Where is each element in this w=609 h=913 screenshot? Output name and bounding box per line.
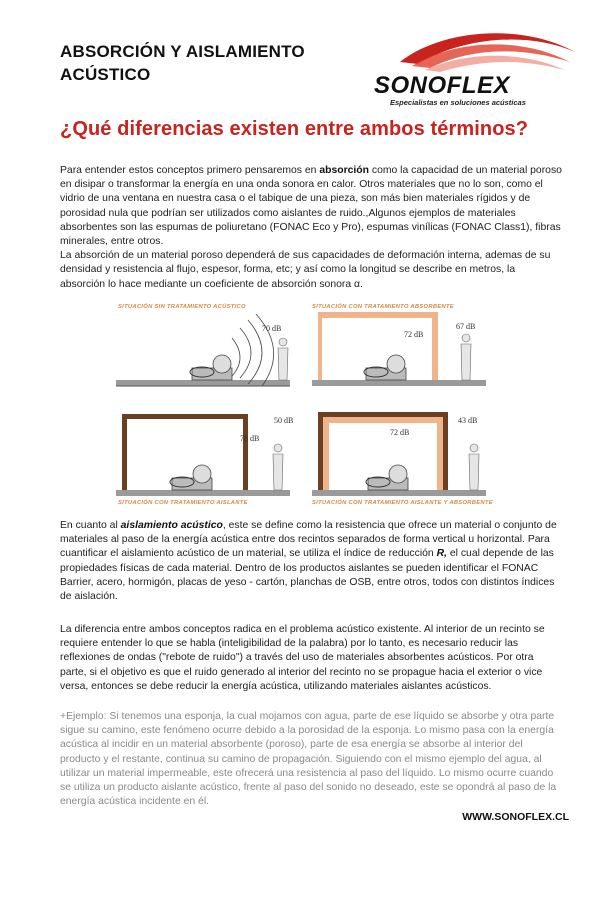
paragraph-example: +Ejemplo: Si tenemos una esponja, la cual mojamos con agua, parte de ese líquido se absorbe y otra parte sigue su camino, este fenómeno ocurre debido a la porosidad de la esponja. Lo mismo pasa con la energía acústica al incidir en un material absorbente (poroso), parte de esa energía se absorbe al interior del producto y el restante, continua su camino de propagación. Siguiendo con el mismo ejemplo del agua, al utilizar un material impermeable, este ofrecerá una resistencia al paso del líquido. Lo mismo ocurre cuando se utiliza un producto aislante acústico, frente al paso del sonido no deseado, este se opondrá al paso de la energía acústica incidente en él. bbox=[60, 711, 557, 808]
db-inside: 72 dB bbox=[390, 428, 410, 437]
db-outside: 67 dB bbox=[456, 322, 476, 331]
db-inside: 72 dB bbox=[404, 330, 424, 339]
brand-wordmark: SONOFLEX bbox=[374, 72, 511, 99]
scene-illustration bbox=[112, 408, 294, 508]
db-inside: 78 dB bbox=[240, 434, 260, 443]
panel-caption: SITUACIÓN SIN TRATAMIENTO ACÚSTICO bbox=[118, 304, 246, 310]
person-icon bbox=[278, 338, 288, 380]
panel-no-treatment bbox=[112, 298, 294, 398]
db-outside: 43 dB bbox=[458, 416, 478, 425]
scene-illustration bbox=[308, 298, 490, 398]
brand-tagline: Especialistas en soluciones acústicas bbox=[390, 98, 526, 107]
db-outside: 70 dB bbox=[262, 324, 282, 333]
machine-icon bbox=[170, 465, 212, 490]
website-url[interactable]: WWW.SONOFLEX.CL bbox=[462, 811, 569, 823]
paragraph-insulation: En cuanto al aislamiento acústico, este se define como la resistencia que ofrece un material o conjunto de materiales al paso de la energía acústica entre dos recintos separados de forma vertical u horizontal. Para cuantificar el aislamiento acústico de un material, se utiliza el índice de reducción R, el cual depende de las propiedades físicas de cada material. Dentro de los productos aislantes se pueden identificar el FONAC Barrier, acero, hormigón, placas de yeso - cartón, planchas de OSB, entre otros, todos con distintos índices de aislación. bbox=[60, 520, 557, 603]
person-icon bbox=[273, 444, 283, 490]
section-headline: ¿Qué diferencias existen entre ambos términos? bbox=[60, 118, 529, 140]
person-icon bbox=[461, 334, 471, 380]
scene-illustration bbox=[112, 298, 294, 398]
sonoflex-logo bbox=[370, 22, 580, 112]
document-title: ABSORCIÓN Y AISLAMIENTO ACÚSTICO bbox=[60, 42, 305, 84]
panel-absorbent bbox=[308, 298, 490, 398]
paragraph-absorption: Para entender estos conceptos primero pensaremos en absorción como la capacidad de un material poroso en disipar o transformar la energía en una onda sonora en calor. Otros materiales que no lo son, como el vidrio de una ventana en nuestra casa o el tabique de una pieza, son más bien materiales rígidos y de porosidad nula que podrían ser utilizados como aislantes de ruido.,Algunos ejemplos de materiales absorbentes son las espumas de poliuretano (FONAC Eco y Pro), espumas vinílicas (FONAC Class1), fibras minerales, entre otros. La absorción de un material poroso dependerá de sus capacidades de deformación interna, ademas de su densidad y resistencia al flujo, espesor, forma, etc; y así como la longitud se describe en metros, la absorción lo hace mediante un coeficiente de absorción sonora α. bbox=[60, 165, 562, 290]
machine-icon bbox=[366, 465, 408, 490]
acoustic-treatment-figure bbox=[112, 298, 492, 512]
db-outside: 50 dB bbox=[274, 416, 294, 425]
panel-insulation-absorbent bbox=[308, 408, 493, 508]
paragraph-difference: La diferencia entre ambos conceptos radica en el problema acústico existente. Al interior de un recinto se requiere entender lo que se habla (inteligibilidad de la palabra) por lo tanto, es necesario reducir las reflexiones de ondas ("rebote de ruido") a través del uso de materiales absorbentes acústicos. Por otra parte, si el objetivo es que el ruido generado al interior del recinto no se propague hacia el exterior o vice versa, entonces se debe reducir la energía acústica, utilizando materiales aislantes acústicos. bbox=[60, 624, 545, 692]
panel-caption: SITUACIÓN CON TRATAMIENTO AISLANTE bbox=[118, 500, 248, 506]
machine-icon bbox=[364, 355, 406, 380]
panel-caption: SITUACIÓN CON TRATAMIENTO ABSORBENTE bbox=[312, 304, 454, 310]
person-icon bbox=[469, 444, 479, 490]
panel-insulation bbox=[112, 408, 294, 508]
panel-caption: SITUACIÓN CON TRATAMIENTO AISLANTE Y ABSORBENTE bbox=[312, 500, 493, 506]
machine-icon bbox=[190, 355, 232, 380]
